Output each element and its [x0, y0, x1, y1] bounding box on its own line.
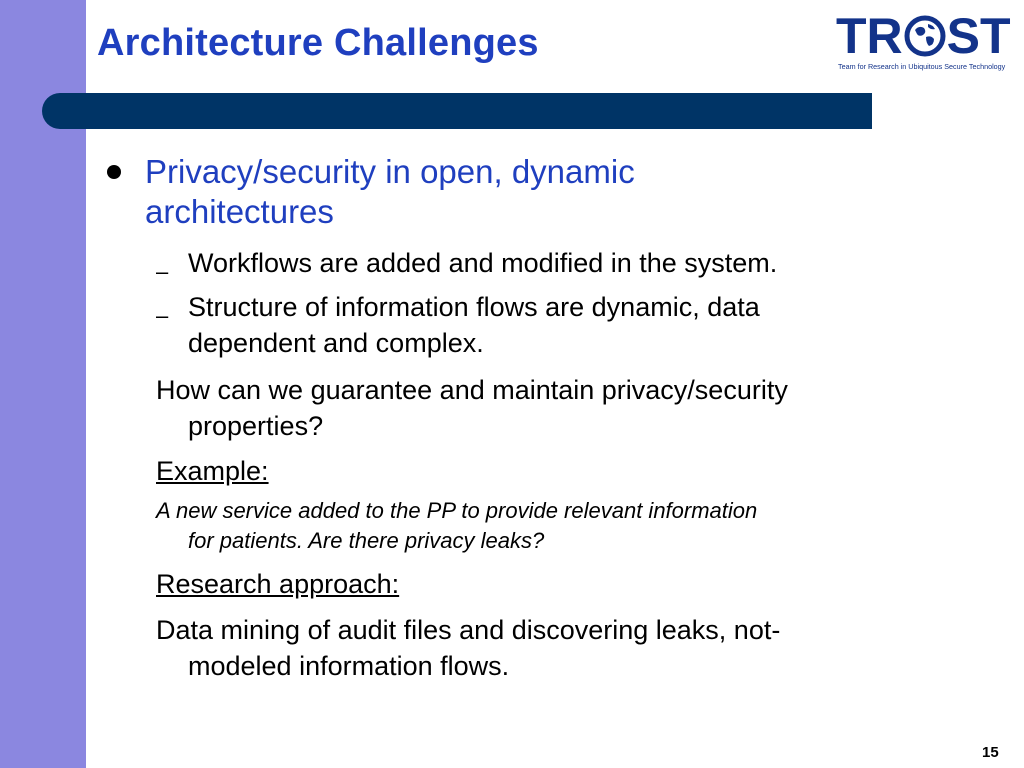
slide-title: Architecture Challenges: [97, 22, 539, 64]
example-line: A new service added to the PP to provide relevant information: [156, 498, 758, 523]
logo-wordmark: [836, 8, 1011, 64]
main-bullet-line: architectures: [145, 193, 334, 230]
trust-logo: [832, 8, 1012, 72]
sub-bullet-line: dependent and complex.: [188, 328, 484, 358]
paragraph-line: Data mining of audit files and discovering leaks, not-: [156, 615, 781, 645]
sub-bullet-line: Structure of information flows are dynamic, data: [188, 292, 760, 322]
globe-icon: [904, 15, 946, 57]
logo-word-left: TR: [836, 8, 903, 64]
example-text: [156, 496, 976, 556]
main-bullet-line: Privacy/security in open, dynamic: [145, 153, 635, 190]
question-paragraph: [156, 372, 976, 444]
main-bullet: [145, 152, 905, 232]
research-heading-text: Research approach:: [156, 569, 400, 599]
sub-bullet-workflows: Workflows are added and modified in the system.: [188, 248, 778, 278]
logo-word-right: ST: [946, 8, 1011, 64]
example-heading-text: Example:: [156, 456, 269, 486]
bullet-dot-icon: [107, 165, 121, 179]
dash-icon: –: [156, 303, 169, 328]
research-paragraph: [156, 612, 976, 684]
dash-icon: –: [156, 259, 169, 284]
example-heading: [156, 453, 976, 489]
research-heading: [156, 566, 976, 602]
logo-tagline: Team for Research in Ubiquitous Secure Technology: [838, 62, 1006, 71]
sub-bullet-structure: [188, 289, 928, 361]
paragraph-line: properties?: [188, 411, 324, 441]
example-line: for patients. Are there privacy leaks?: [188, 528, 545, 553]
paragraph-line: modeled information flows.: [188, 651, 510, 681]
paragraph-line: How can we guarantee and maintain privacy/security: [156, 375, 788, 405]
page-number: 15: [982, 744, 999, 761]
title-underline-bar: [42, 93, 872, 129]
